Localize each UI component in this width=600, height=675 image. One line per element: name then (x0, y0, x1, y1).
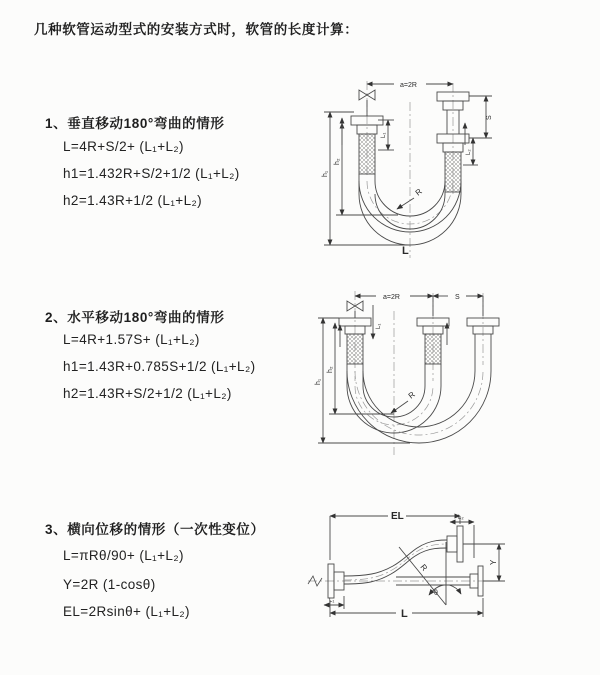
formula-3-y: Y=2R (1-cosθ) (63, 577, 156, 592)
dim-label-r: R (413, 186, 424, 198)
dim-label-h2: h₂ (327, 366, 334, 373)
section-2-heading: 2、水平移动180°弯曲的情形 (45, 310, 225, 325)
braided-hose (425, 334, 441, 364)
dim-label-l2: L₂ (466, 149, 472, 155)
dim-label-h1: h₁ (315, 378, 322, 385)
formula-2-h1: h1=1.43R+0.785S+1/2 (L₁+L₂) (63, 359, 256, 374)
dim-label-r: R (406, 389, 417, 401)
dim-label-l: L (402, 245, 409, 257)
dim-label-s: S (455, 294, 460, 301)
lateral-displacement-drawing (300, 498, 600, 663)
flange (457, 526, 463, 562)
formula-3-el: EL=2Rsinθ+ (L₁+L₂) (63, 604, 190, 619)
dim-label-l1: L₁ (381, 132, 387, 138)
dim-label-y: Y (489, 559, 498, 565)
horizontal-180-bend-diagram (310, 283, 600, 463)
page-title: 几种软管运动型式的安装方式时，软管的长度计算： (34, 22, 359, 37)
dim-label-l1: L₁ (376, 323, 382, 329)
formula-3-length: L=πRθ/90+ (L₁+L₂) (63, 548, 184, 563)
formula-2-length: L=4R+1.57S+ (L₁+L₂) (63, 332, 200, 347)
dim-label-el: EL (391, 511, 404, 522)
dim-label-l: L (401, 608, 408, 620)
braided-hose (359, 134, 375, 174)
dim-label-l1: L₁ (329, 598, 335, 604)
section-1-heading: 1、垂直移动180°弯曲的情形 (45, 116, 225, 131)
braided-hose (347, 334, 363, 364)
dim-label-h2: h₂ (334, 158, 341, 165)
dim-label-a2r: a=2R (383, 294, 400, 301)
formula-2-h2: h2=1.43R+S/2+1/2 (L₁+L₂) (63, 386, 232, 401)
vertical-180-bend-diagram (310, 70, 600, 265)
pipe-break-mark (308, 576, 322, 586)
horizontal-180-bend-drawing (310, 283, 600, 463)
formula-1-h1: h1=1.432R+S/2+1/2 (L₁+L₂) (63, 166, 240, 181)
section-3-heading: 3、横向位移的情形（一次性变位） (45, 522, 265, 537)
vertical-180-bend-drawing (310, 70, 600, 265)
dim-label-r: R (418, 562, 430, 573)
formula-1-length: L=4R+S/2+ (L₁+L₂) (63, 139, 184, 154)
dim-label-a2r: a=2R (400, 82, 417, 89)
dim-label-theta: θ (434, 590, 438, 597)
dim-label-h1: h₁ (322, 170, 329, 177)
lateral-displacement-diagram (300, 498, 600, 663)
formula-1-h2: h2=1.43R+1/2 (L₁+L₂) (63, 193, 203, 208)
dim-label-l2: L₂ (458, 515, 464, 521)
dim-label-s: S (486, 115, 493, 120)
